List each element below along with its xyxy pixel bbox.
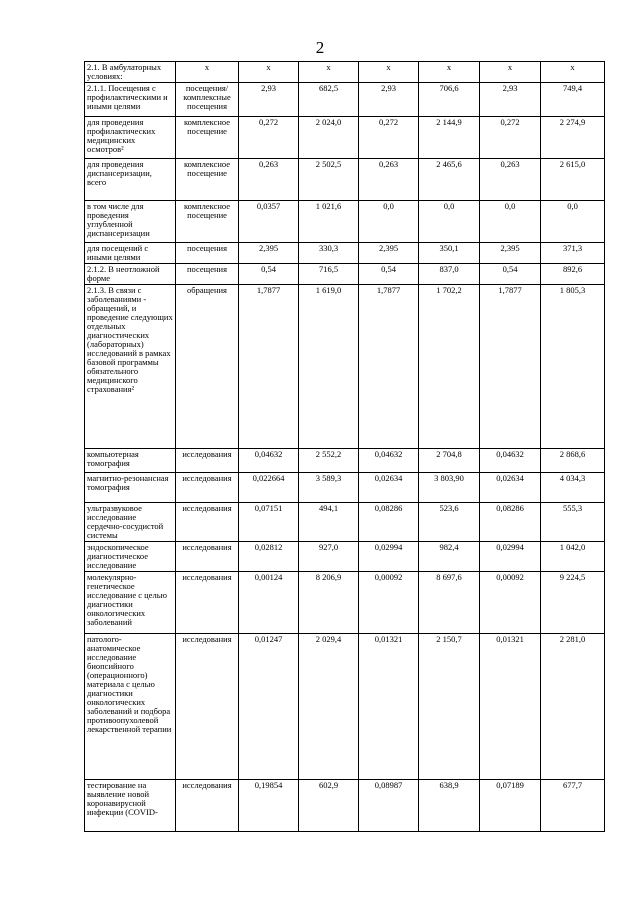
value-cell: 2,395: [239, 243, 299, 264]
value-cell: 0,272: [480, 117, 541, 159]
value-cell: 3 589,3: [299, 473, 359, 503]
value-cell: 4 034,3: [541, 473, 605, 503]
value-cell: x: [299, 62, 359, 83]
value-cell: 1 021,6: [299, 201, 359, 243]
value-cell: 0,00124: [239, 572, 299, 634]
row-name-cell: магнитно-резонансная томография: [85, 473, 176, 503]
value-cell: 2 281,0: [541, 634, 605, 780]
table-row: [85, 449, 605, 473]
value-cell: 0,01321: [480, 634, 541, 780]
table-row: [85, 117, 605, 159]
value-cell: 0,08286: [480, 503, 541, 542]
value-cell: 1,7877: [359, 285, 419, 449]
value-cell: 0,02994: [359, 542, 419, 572]
table-row: [85, 542, 605, 572]
value-cell: 555,3: [541, 503, 605, 542]
value-cell: 8 697,6: [419, 572, 480, 634]
value-cell: 0,54: [239, 264, 299, 285]
value-cell: 2 465,6: [419, 159, 480, 201]
unit-cell: посещения/комплексные посещения: [176, 83, 239, 117]
value-cell: 1 619,0: [299, 285, 359, 449]
value-cell: 8 206,9: [299, 572, 359, 634]
value-cell: 371,3: [541, 243, 605, 264]
value-cell: 2 274,9: [541, 117, 605, 159]
value-cell: 2,93: [480, 83, 541, 117]
value-cell: 9 224,5: [541, 572, 605, 634]
value-cell: 0,00092: [359, 572, 419, 634]
row-name-cell: молекулярно-генетическое исследование с целью диагностики онкологических заболеваний: [85, 572, 176, 634]
value-cell: 0,0357: [239, 201, 299, 243]
value-cell: 0,04632: [480, 449, 541, 473]
value-cell: 2 150,7: [419, 634, 480, 780]
value-cell: x: [359, 62, 419, 83]
unit-cell: исследования: [176, 780, 239, 832]
value-cell: 0,07151: [239, 503, 299, 542]
row-name-cell: ультразвуковое исследование сердечно-сосудистой системы: [85, 503, 176, 542]
row-name-cell: в том числе для проведения углубленной диспансеризации: [85, 201, 176, 243]
row-name-cell: для проведения диспансеризации, всего: [85, 159, 176, 201]
value-cell: 682,5: [299, 83, 359, 117]
value-cell: 927,0: [299, 542, 359, 572]
value-cell: 0,263: [239, 159, 299, 201]
value-cell: 749,4: [541, 83, 605, 117]
value-cell: 0,02634: [359, 473, 419, 503]
value-cell: 837,0: [419, 264, 480, 285]
value-cell: 2 029,4: [299, 634, 359, 780]
table-row: [85, 780, 605, 832]
value-cell: 0,0: [359, 201, 419, 243]
value-cell: 1 042,0: [541, 542, 605, 572]
value-cell: 0,00092: [480, 572, 541, 634]
row-name-cell: тестирование на выявление новой коронавирусной инфекции (COVID-: [85, 780, 176, 832]
unit-cell: исследования: [176, 503, 239, 542]
value-cell: 2 704,8: [419, 449, 480, 473]
value-cell: 0,272: [359, 117, 419, 159]
value-cell: 602,9: [299, 780, 359, 832]
row-name-cell: 2.1.2. В неотложной форме: [85, 264, 176, 285]
value-cell: 350,1: [419, 243, 480, 264]
unit-cell: x: [176, 62, 239, 83]
unit-cell: исследования: [176, 473, 239, 503]
value-cell: 2,93: [239, 83, 299, 117]
unit-cell: посещения: [176, 264, 239, 285]
value-cell: 0,02812: [239, 542, 299, 572]
value-cell: 0,263: [480, 159, 541, 201]
value-cell: x: [239, 62, 299, 83]
value-cell: 0,02994: [480, 542, 541, 572]
value-cell: 0,08987: [359, 780, 419, 832]
value-cell: 2 144,9: [419, 117, 480, 159]
value-cell: 0,0: [419, 201, 480, 243]
table-row: [85, 83, 605, 117]
value-cell: 0,01321: [359, 634, 419, 780]
table-row: [85, 503, 605, 542]
value-cell: 2,395: [359, 243, 419, 264]
unit-cell: обращения: [176, 285, 239, 449]
value-cell: 3 803,90: [419, 473, 480, 503]
row-name-cell: 2.1.3. В связи с заболеваниями - обращений, и проведение следующих отдельных диагностических (лабораторных) исследований в рамках базовой программы обязательного медицинского страхования²: [85, 285, 176, 449]
unit-cell: посещения: [176, 243, 239, 264]
page-number: 2: [315, 38, 325, 57]
row-name-cell: эндоскопическое диагностическое исследование: [85, 542, 176, 572]
value-cell: 0,04632: [359, 449, 419, 473]
table-row: [85, 264, 605, 285]
table-row: [85, 159, 605, 201]
value-cell: 0,54: [359, 264, 419, 285]
value-cell: 0,02634: [480, 473, 541, 503]
unit-cell: исследования: [176, 449, 239, 473]
value-cell: 523,6: [419, 503, 480, 542]
value-cell: 2 552,2: [299, 449, 359, 473]
table-body: [85, 62, 605, 832]
unit-cell: комплексное посещение: [176, 201, 239, 243]
value-cell: 0,19854: [239, 780, 299, 832]
unit-cell: исследования: [176, 634, 239, 780]
row-name-cell: патолого-анатомическое исследование биопсийного (операционного) материала с целью диагностики онкологических заболеваний и подбора противоопухолевой лекарственной терапии: [85, 634, 176, 780]
table-row: [85, 572, 605, 634]
value-cell: 0,04632: [239, 449, 299, 473]
table-row: [85, 62, 605, 83]
unit-cell: комплексное посещение: [176, 117, 239, 159]
value-cell: 0,54: [480, 264, 541, 285]
value-cell: 0,0: [541, 201, 605, 243]
value-cell: 1 805,3: [541, 285, 605, 449]
row-name-cell: 2.1.1. Посещения с профилактическими и иными целями: [85, 83, 176, 117]
value-cell: 2 868,6: [541, 449, 605, 473]
value-cell: 2 615,0: [541, 159, 605, 201]
value-cell: x: [541, 62, 605, 83]
value-cell: 0,0: [480, 201, 541, 243]
value-cell: 494,1: [299, 503, 359, 542]
value-cell: 0,07189: [480, 780, 541, 832]
value-cell: 892,6: [541, 264, 605, 285]
value-cell: 716,5: [299, 264, 359, 285]
value-cell: 2,93: [359, 83, 419, 117]
table-row: [85, 473, 605, 503]
value-cell: x: [480, 62, 541, 83]
unit-cell: комплексное посещение: [176, 159, 239, 201]
table-row: [85, 243, 605, 264]
value-cell: 2 024,0: [299, 117, 359, 159]
value-cell: 0,08286: [359, 503, 419, 542]
unit-cell: исследования: [176, 572, 239, 634]
table-row: [85, 634, 605, 780]
value-cell: 330,3: [299, 243, 359, 264]
value-cell: 0,022664: [239, 473, 299, 503]
value-cell: 1,7877: [480, 285, 541, 449]
row-name-cell: компьютерная томография: [85, 449, 176, 473]
value-cell: 1 702,2: [419, 285, 480, 449]
value-cell: 677,7: [541, 780, 605, 832]
table-row: [85, 201, 605, 243]
value-cell: 2,395: [480, 243, 541, 264]
row-name-cell: для посещений с иными целями: [85, 243, 176, 264]
value-cell: 638,9: [419, 780, 480, 832]
value-cell: 1,7877: [239, 285, 299, 449]
value-cell: 2 502,5: [299, 159, 359, 201]
table-row: [85, 285, 605, 449]
value-cell: 982,4: [419, 542, 480, 572]
value-cell: x: [419, 62, 480, 83]
row-name-cell: 2.1. В амбулаторных условиях:: [85, 62, 176, 83]
financing-table: [84, 61, 605, 832]
value-cell: 706,6: [419, 83, 480, 117]
value-cell: 0,01247: [239, 634, 299, 780]
row-name-cell: для проведения профилактических медицинских осмотров²: [85, 117, 176, 159]
unit-cell: исследования: [176, 542, 239, 572]
value-cell: 0,272: [239, 117, 299, 159]
value-cell: 0,263: [359, 159, 419, 201]
